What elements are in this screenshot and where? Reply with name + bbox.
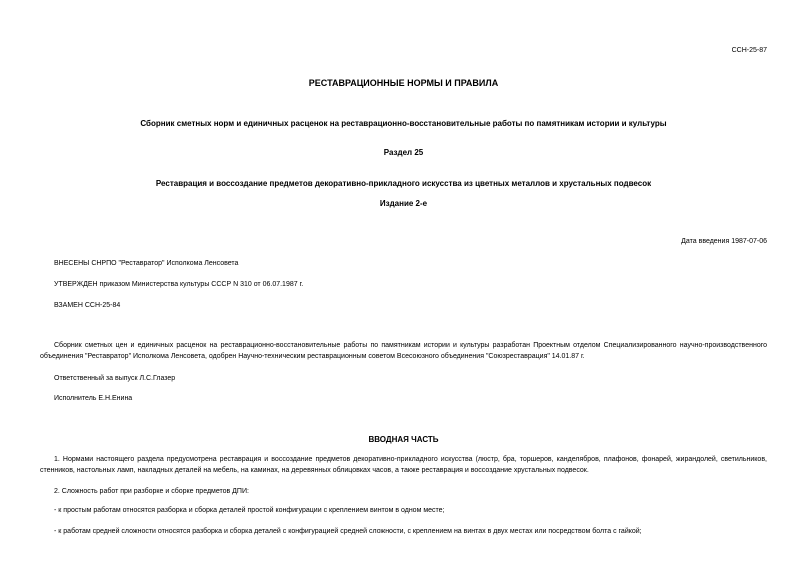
intro-paragraph: Сборник сметных цен и единичных расценок на реставрационно-восстановительные работы по памятникам истории и культуры разработан Проектным отделом Специализированного научно-производственного объединения "Реставратор" Исполкома Ленсовета, одобрен Научно-техническим реставрационным советом Всесоюзного объединения "Союзреставрация" 14.01.87 г. (40, 342, 767, 360)
section-title: Реставрация и воссоздание предметов декоративно-прикладного искусства из цветных металлов и хрустальных подвесок (155, 179, 652, 188)
introduced-by: ВНЕСЕНЫ СНРПО "Реставратор" Исполкома Ленсовета (54, 260, 239, 267)
section-number: Раздел 25 (383, 148, 424, 157)
responsible-person: Ответственный за выпуск Л.С.Глазер (54, 375, 176, 382)
clause-2-simple: - к простым работам относятся разборка и сборка деталей простой конфигурации с креплением винтом в одном месте; (54, 507, 445, 514)
collection-title: Сборник сметных норм и единичных расценок на реставрационно-восстановительные работы по памятникам истории и культуры (140, 119, 667, 128)
clause-2-medium: - к работам средней сложности относятся разборка и сборка деталей с конфигурацией средней сложности, с креплением на винтах в двух местах или посредством болта с гайкой; (54, 528, 642, 535)
clause-2: 2. Сложность работ при разборке и сборке предметов ДПИ: (54, 488, 249, 495)
executor-person: Исполнитель Е.Н.Енина (54, 395, 133, 402)
intro-section-heading: ВВОДНАЯ ЧАСТЬ (368, 435, 439, 444)
document-code: ССН-25-87 (731, 47, 767, 54)
introduction-date: Дата введения 1987-07-06 (681, 238, 767, 245)
main-title: РЕСТАВРАЦИОННЫЕ НОРМЫ И ПРАВИЛА (308, 78, 499, 88)
edition-label: Издание 2-е (379, 199, 428, 208)
clause-1: 1. Нормами настоящего раздела предусмотрена реставрация и воссоздание предметов декоративно-прикладного искусства (люстр, бра, торшеров, канделябров, плафонов, фонарей, жирандолей, светильников, стенников, настольных ламп, накладных деталей на мебель, на каминах, на деревянных облицовках часов, а также реставрация и воссоздание хрустальных подвесок. (40, 456, 767, 474)
approved-by: УТВЕРЖДЕН приказом Министерства культуры СССР N 310 от 06.07.1987 г. (54, 281, 304, 288)
replaces-note: ВЗАМЕН ССН-25-84 (54, 302, 121, 309)
